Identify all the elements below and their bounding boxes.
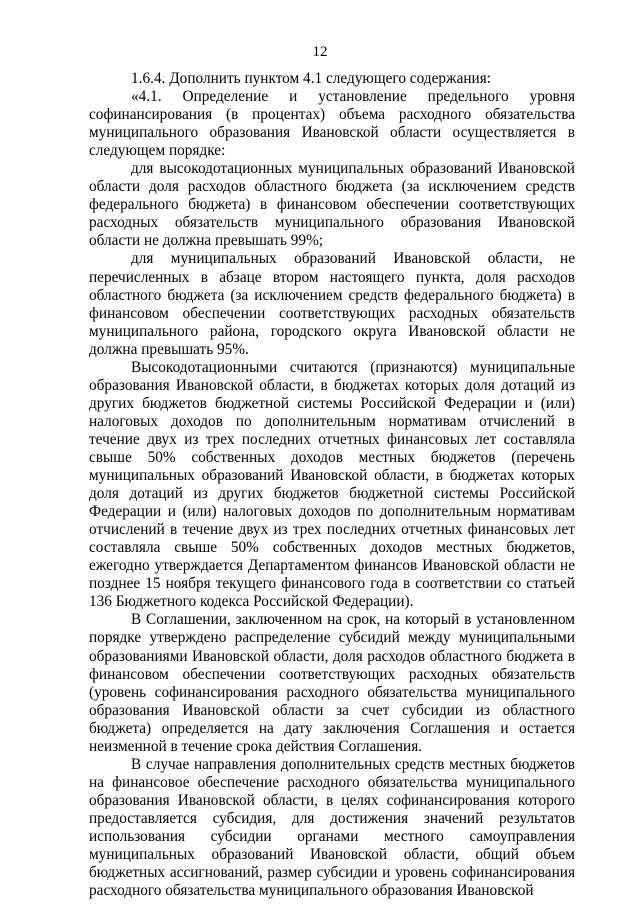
paragraph-high-subsidy-definition: Высокодотационными считаются (признаются) муниципальные образования Ивановской области, в бюджетах которых доля дотаций из других бюджетов бюджетной системы Российской Федерации и (или) налоговых доходов по дополнительным нормативам отчислений в течение двух из трех последних отчетных финансовых лет составляла свыше 50% собственных доходов местных бюджетов (перечень муниципальных образований Ивановской области, в бюджетах которых доля дотаций из других бюджетов бюджетной системы Российской Федерации и (или) налоговых доходов по дополнительным нормативам отчислений в течение двух из трех последних отчетных финансовых лет составляла свыше 50% собственных доходов местных бюджетов, ежегодно утверждается Департаментом финансов Ивановской области не позднее 15 ноября текущего финансового года в соответствии со статьей 136 Бюджетного кодекса Российской Федерации). (89, 358, 575, 611)
paragraph-clause-4-1: «4.1. Определение и установление предельного уровня софинансирования (в процентах) объема расходного обязательства муниципального образования Ивановской области осуществляется в следующем порядке: (89, 88, 575, 160)
paragraph-agreement: В Соглашении, заключенном на срок, на который в установленном порядке утверждено распределение субсидий между муниципальными образованиями Ивановской области, доля расходов областного бюджета в финансовом обеспечении соответствующих расходных обязательств (уровень софинансирования расходного обязательства муниципального образования Ивановской области за счет субсидии из областного бюджета) определяется на дату заключения Соглашения и остается неизменной в течение срока действия Соглашения. (89, 611, 575, 755)
paragraph-high-subsidy-limit: для высокодотационных муниципальных образований Ивановской области доля расходов областного бюджета (за исключением средств федерального бюджета) в финансовом обеспечении соответствующих расходных обязательств муниципального образования Ивановской области не должна превышать 99%; (89, 160, 575, 250)
paragraph-clause-heading: 1.6.4. Дополнить пунктом 4.1 следующего содержания: (131, 70, 492, 87)
paragraph-other-limit: для муниципальных образований Ивановской области, не перечисленных в абзаце втором настоящего пункта, доля расходов областного бюджета (за исключением средств федерального бюджета) в финансовом обеспечении соответствующих расходных обязательств муниципального района, городского округа Ивановской области не должна превышать 95%. (89, 250, 575, 358)
page-number: 12 (312, 44, 328, 60)
paragraph-additional-funds: В случае направления дополнительных средств местных бюджетов на финансовое обеспечение расходного обязательства муниципального образования Ивановской области, в целях софинансирования которого предоставляется субсидия, для достижения значений результатов использования субсидии органами местного самоуправления муниципальных образований Ивановской области, общий объем бюджетных ассигнований, размер субсидии и уровень софинансирования расходного обязательства муниципального образования Ивановской (89, 755, 575, 900)
document-body (89, 70, 575, 900)
